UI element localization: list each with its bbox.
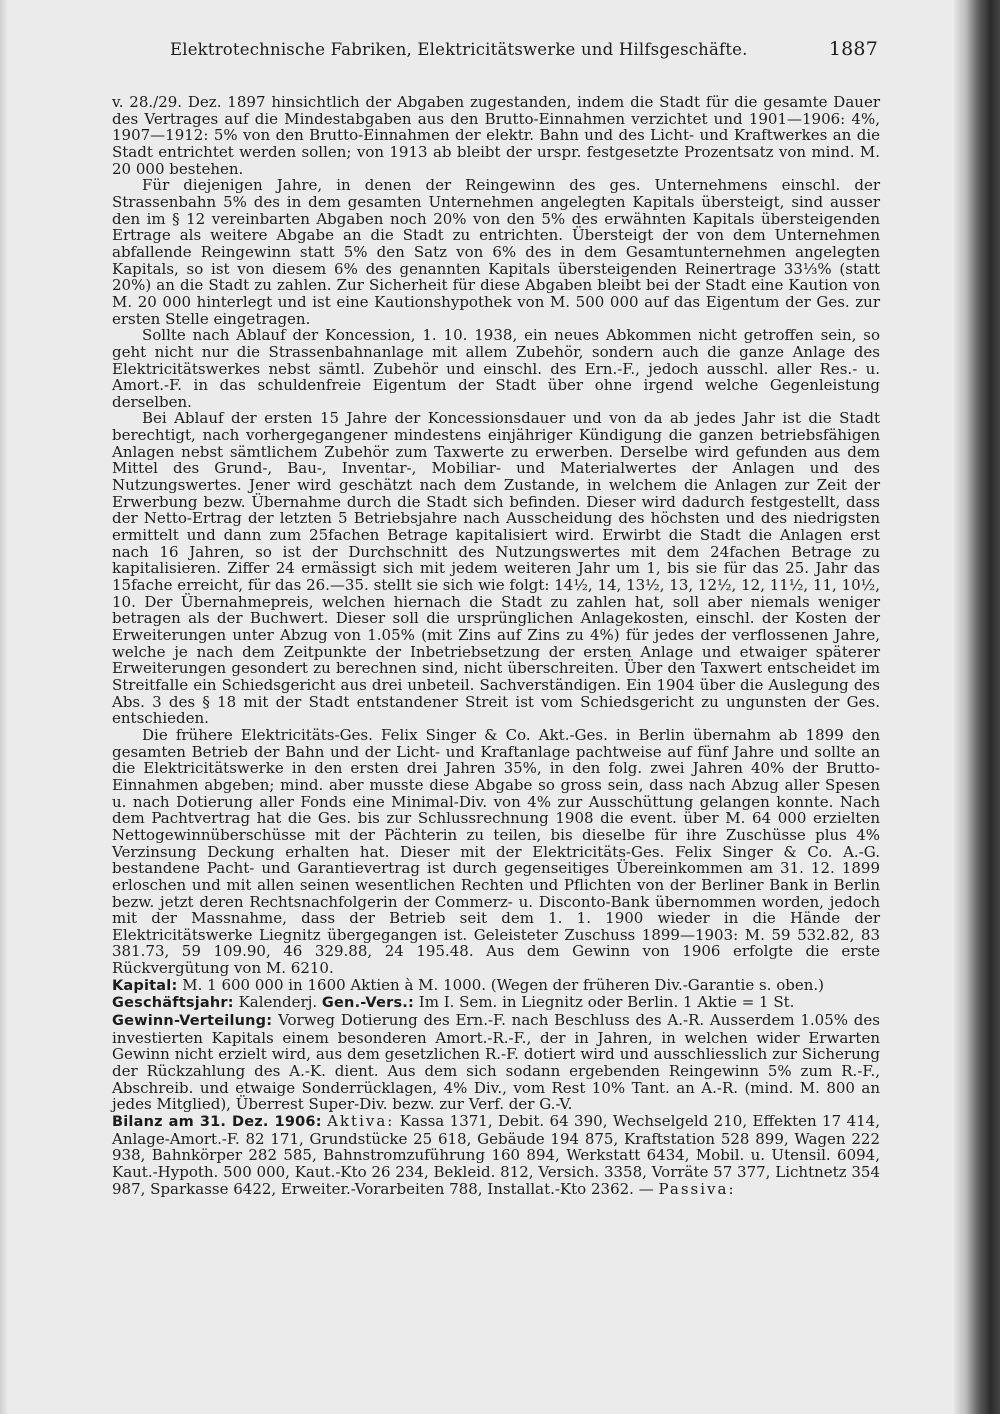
aktiva-label: Aktiva: bbox=[327, 1112, 395, 1131]
document-body bbox=[112, 94, 880, 1197]
section-geschaeftsjahr bbox=[112, 994, 880, 1012]
section-text: Kalenderj. bbox=[238, 993, 318, 1012]
running-header bbox=[112, 36, 880, 72]
paragraph: Die frühere Elektricitäts-Ges. Felix Singer & Co. Akt.-Ges. in Berlin übernahm ab 1899 den gesamten Betrieb der Bahn und der Licht- und Kraftanlage pachtweise auf fünf Jahre und sollte an die Elektricitätswerke in den ersten drei Jahren 35%, in den folg. zwei Jahren 40% der Brutto-Einnahmen abgeben; mind. aber musste diese Abgabe so gross sein, dass nach Abzug aller Spesen u. nach Dotierung aller Fonds eine Minimal-Div. von 4% zur Ausschüttung gelangen konnte. Nach dem Pachtvertrag hat die Ges. bis zur Schlussrechnung 1908 die event. über M. 64 000 erzielten Nettogewinnüberschüsse mit der Pächterin zu teilen, bis dieselbe für ihre Zuschüsse plus 4% Verzinsung Deckung erhalten hat. Dieser mit der Elektricitäts-Ges. Felix Singer & Co. A.-G. bestandene Pacht- und Garantievertrag ist durch gegenseitiges Übereinkommen am 31. 12. 1899 erloschen und mit allen seinen wesentlichen Rechten und Pflichten von der Berliner Bank in Berlin bezw. jetzt deren Rechtsnachfolgerin der Commerz- u. Disconto-Bank übernommen worden, jedoch mit der Massnahme, dass der Betrieb seit dem 1. 1. 1900 wieder in die Hände der Elektricitätswerke Liegnitz übergegangen ist. Geleisteter Zuschuss 1899—1903: M. 59 532.82, 83 381.73, 59 109.90, 46 329.88, 24 195.48. Aus dem Gewinn von 1906 erfolgte die erste Rückvergütung von M. 6210. bbox=[112, 725, 880, 978]
paragraph: Sollte nach Ablauf der Koncession, 1. 10. 1938, ein neues Abkommen nicht getroffen sein, so geht nicht nur die Strassenbahnanlage mit allem Zubehör, sondern auch die ganze Anlage des Elektricitätswerkes nebst sämtl. Zubehör und einschl. des Ern.-F., jedoch ausschl. aller Res.- u. Amort.-F. in das schuldenfreie Eigentum der Stadt über ohne irgend welche Gegenleistung derselben. bbox=[112, 326, 880, 411]
section-label: Gen.-Vers.: bbox=[321, 995, 414, 1012]
passiva-label: Passiva: bbox=[658, 1179, 736, 1198]
section-text: Kassa 1371, Debit. 64 390, Wechselgeld 210, Effekten 17 414, Anlage-Amort.-F. 82 171, Grundstücke 25 618, Gebäude 194 875, Kraftstation 528 899, Wagen 222 938, Bahnkörper 282 585, Bahnstromzuführung 160 894, Werkstatt 6434, Mobil. u. Utensil. 6094, Kaut.-Hypoth. 500 000, Kaut.-Kto 26 234, Bekleid. 812, Versich. 3358, Vorräte 57 377, Lichtnetz 354 987, Sparkasse 6422, Erweiter.-Vorarbeiten 788, Installat.-Kto 2362. — bbox=[112, 1112, 880, 1198]
section-bilanz bbox=[112, 1113, 880, 1197]
page-left-edge bbox=[0, 0, 8, 1414]
section-label: Bilanz am 31. Dez. 1906: bbox=[112, 1114, 322, 1131]
paragraph: Bei Ablauf der ersten 15 Jahre der Koncessionsdauer und von da ab jedes Jahr ist die Stadt berechtigt, nach vorhergegangener mindestens einjähriger Kündigung die ganzen betriebsfähigen Anlagen nebst sämtlichem Zubehör zum Taxwerte zu erwerben. Derselbe wird gefunden aus dem Mittel des Grund-, Bau-, Inventar-, Mobiliar- und Materialwertes der Anlagen und des Nutzungswertes. Jener wird geschätzt nach dem Zustande, in welchem die Anlagen zur Zeit der Erwerbung bezw. Übernahme durch die Stadt sich befinden. Dieser wird dadurch festgestellt, dass der Netto-Ertrag der letzten 5 Betriebsjahre nach Ausscheidung des höchsten und des niedrigsten ermittelt und dann zum 25fachen Betrage kapitalisiert wird. Erwirbt die Stadt die Anlagen erst nach 16 Jahren, so ist der Durchschnitt des Nutzungswertes mit dem 24fachen Betrage zu kapitalisieren. Ziffer 24 ermässigt sich mit jedem weiteren Jahr um 1, bis sie für das 25. Jahr das 15fache erreicht, für das 26.—35. stellt sie sich wie folgt: 14½, 14, 13½, 13, 12½, 12, 11½, 11, 10½, 10. Der Übernahmepreis, welchen hiernach die Stadt zu zahlen hat, soll aber niemals weniger betragen als der Buchwert. Dieser soll die ursprünglichen Anlagekosten, einschl. der Kosten der Erweiterungen unter Abzug von 1.05% (mit Zins auf Zins zu 4%) für jedes der verflossenen Jahre, welche je nach dem Zeitpunkte der Inbetriebsetzung der ersten Anlage und etwaiger späterer Erweiterungen gesondert zu berechnen sind, nicht überschreiten. Über den Taxwert entscheidet im Streitfalle ein Schiedsgericht aus drei unbeteil. Sachverständigen. Ein 1904 über die Auslegung des Abs. 3 des § 18 mit der Stadt entstandener Streit ist vom Schiedsgericht zu ungunsten der Ges. entschieden. bbox=[112, 409, 880, 728]
section-label: Gewinn-Verteilung: bbox=[112, 1013, 273, 1030]
section-kapital bbox=[112, 977, 880, 995]
section-gewinn-verteilung bbox=[112, 1012, 880, 1113]
section-text: Vorweg Dotierung des Ern.-F. nach Beschluss des A.-R. Ausserdem 1.05% des investierten Kapitals einem besonderen Amort.-R.-F., der in Jahren, in welchen wider Erwarten Gewinn nicht erzielt wird, aus dem gesetzlichen R.-F. dotiert wird und ausschliesslich zur Sicherung der Rückzahlung des A.-K. dient. Aus dem sich sodann ergebenden Reingewinn 5% zum R.-F., Abschreib. und etwaige Sonderrücklagen, 4% Div., vom Rest 10% Tant. an A.-R. (mind. M. 800 an jedes Mitglied), Überrest Super-Div. bezw. zur Verf. der G.-V. bbox=[112, 1011, 880, 1114]
paragraph: v. 28./29. Dez. 1897 hinsichtlich der Abgaben zugestanden, indem die Stadt für die gesamte Dauer des Vertrages auf die Mindestabgaben aus den Brutto-Einnahmen verzichtet und 1901—1906: 4%, 1907—1912: 5% von den Brutto-Einnahmen der elektr. Bahn und des Licht- und Kraftwerkes an die Stadt entrichtet werden sollen; von 1913 ab bleibt der urspr. festgesetzte Prozentsatz von mind. M. 20 000 bestehen. bbox=[112, 93, 880, 178]
document-page bbox=[112, 36, 880, 1197]
section-label: Geschäftsjahr: bbox=[112, 995, 234, 1012]
paragraph: Für diejenigen Jahre, in denen der Reingewinn des ges. Unternehmens einschl. der Strassenbahn 5% des in dem gesamten Unternehmen angelegten Kapitals übersteigt, sind ausser den im § 12 vereinbarten Abgaben noch 20% von den 5% des erwähnten Kapitals übersteigenden Ertrage als weitere Abgabe an die Stadt zu entrichten. Übersteigt der von dem Unternehmen abfallende Reingewinn statt 5% den Satz von 6% des in dem Gesamtunternehmen angelegten Kapitals, so ist von diesem 6% des genannten Kapitals übersteigenden Reinertrage 33⅓% (statt 20%) an die Stadt zu zahlen. Zur Sicherheit für diese Abgaben bleibt bei der Stadt eine Kaution von M. 20 000 hinterlegt und ist eine Kautionshypothek von M. 500 000 auf das Eigentum der Ges. zur ersten Stelle eingetragen. bbox=[112, 176, 880, 328]
page-number: 1887 bbox=[828, 38, 878, 60]
section-text: M. 1 600 000 in 1600 Aktien à M. 1000. (Wegen der früheren Div.-Garantie s. oben.) bbox=[182, 975, 824, 994]
book-spine-shadow bbox=[954, 0, 1000, 1414]
section-text: Im I. Sem. in Liegnitz oder Berlin. 1 Aktie = 1 St. bbox=[418, 993, 795, 1012]
header-title: Elektrotechnische Fabriken, Elektricitätswerke und Hilfsgeschäfte. bbox=[170, 40, 748, 59]
section-label: Kapital: bbox=[112, 977, 178, 994]
